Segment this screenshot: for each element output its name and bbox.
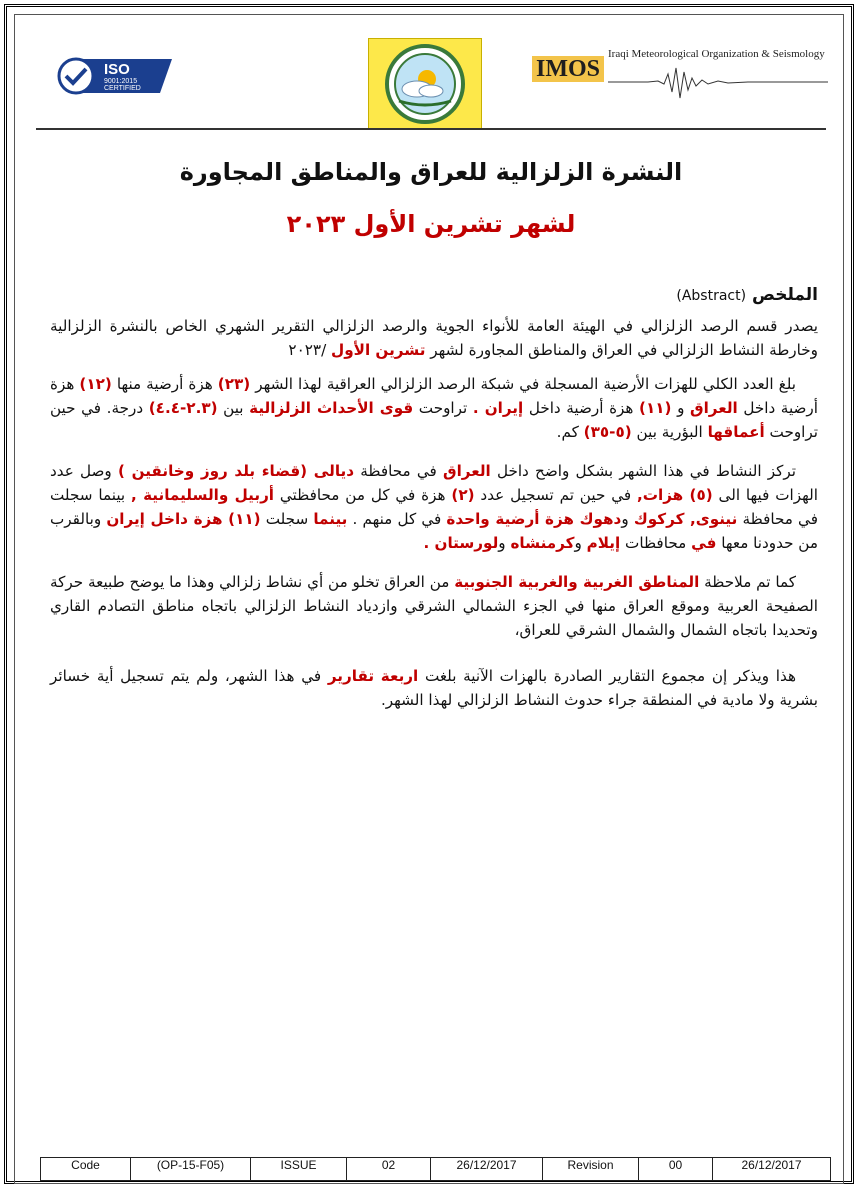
footer-code-label: Code	[41, 1158, 131, 1181]
imos-label: IMOS	[532, 56, 604, 82]
footer-revision-date: 26/12/2017	[713, 1158, 831, 1181]
iso-badge-icon	[56, 56, 172, 96]
iso-number: 9001:2015	[104, 78, 138, 85]
abstract-paragraph-3: تركز النشاط في هذا الشهر بشكل واضح داخل العراق في محافظة ديالى (قضاء بلد روز وخانقين ) وصل عدد الهزات فيها الى (٥) هزات, في حين تم تسجيل عدد (٢) هزة في كل من محافظتي أربيل والسليمانية , بينما سجلت في محافظة نينوى, كركوك ودهوك هزة أرضية واحدة في كل منهم . بينما سجلت (١١) هزة داخل إيران وبالقرب من حدودنا معها في محافظات إيلام وكرمنشاه ولورستان .	[50, 462, 818, 552]
abstract-paragraph-2: بلغ العدد الكلي للهزات الأرضية المسجلة في شبكة الرصد الزلزالي العراقية لهذا الشهر (٢٣) هزة أرضية منها (١٢) هزة أرضية داخل العراق و (١١) هزة أرضية داخل إيران . تراوحت قوى الأحداث الزلزالية بين (٢.٣-٤.٤) درجة. في حين تراوحت أعماقها البؤرية بين (٥-٣٥) كم.	[50, 375, 818, 441]
abstract-paragraph-5: هذا ويذكر إن مجموع التقارير الصادرة بالهزات الآنية بلغت اربعة تقارير في هذا الشهر، ولم يتم تسجيل أية خسائر بشرية ولا مادية في المنطقة جراء حدوث النشاط الزلزالي لهذا الشهر.	[50, 667, 818, 709]
footer-issue-label: ISSUE	[251, 1158, 347, 1181]
footer-revision-value: 00	[639, 1158, 713, 1181]
meteorology-emblem-icon	[369, 39, 481, 129]
org-name-english: Iraqi Meteorological Organization & Seismology	[608, 48, 825, 60]
footer-issue-value: 02	[347, 1158, 431, 1181]
header-divider	[36, 128, 826, 130]
abstract-heading	[50, 283, 818, 308]
organization-emblem	[368, 38, 482, 130]
iso-label: ISO	[104, 61, 130, 78]
abstract-paragraph-4: كما تم ملاحظة المناطق الغربية والغربية الجنوبية من العراق تخلو من أي نشاط زلزالي وهذا ما يوضح طبيعة حركة الصفيحة العربية وموقع العراق منها في الجزء الشمالي الشرقي وازدياد النشاط الزلزالي باتجاه مناطق التصادم القاري وتحديدا باتجاه الشمال والشمال الشرقي للعراق،	[50, 573, 818, 639]
footer-revision-label: Revision	[543, 1158, 639, 1181]
footer-issue-date: 26/12/2017	[431, 1158, 543, 1181]
page-title: النشرة الزلزالية للعراق والمناطق المجاورة	[179, 158, 683, 186]
abstract-heading-en: (Abstract)	[676, 288, 747, 304]
abstract-paragraph-1: يصدر قسم الرصد الزلزالي في الهيئة العامة للأنواء الجوية والرصد الزلزالي التقرير الشهري الخاص بالنشرة الزلزالية وخارطة النشاط الزلزالي في العراق والمناطق المجاورة لشهر تشرين الأول /٢٠٢٣	[50, 317, 818, 359]
document-control-footer	[40, 1157, 831, 1181]
imos-logo	[532, 48, 828, 104]
iso-certified: CERTIFIED	[104, 85, 141, 92]
footer-code-value: (OP-15-F05)	[131, 1158, 251, 1181]
abstract-section	[50, 283, 818, 712]
abstract-heading-ar: الملخص	[752, 285, 818, 305]
page-subtitle: لشهر تشرين الأول ٢٠٢٣	[286, 210, 576, 238]
iso-certification-logo	[56, 56, 172, 96]
seismograph-wave-icon	[608, 62, 828, 102]
